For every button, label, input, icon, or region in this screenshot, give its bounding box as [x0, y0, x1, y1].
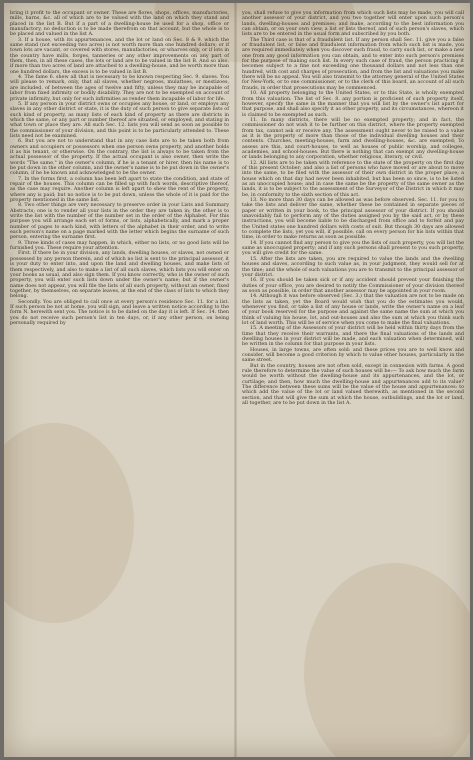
paragraph: The Third case is that of a fraudulent list. If any person shall Sec. 11. give you a false or fraudulent list, or false and fraudulent information from which such list is made, you are required immediately when you discover such fraud, to carry such list, or make a new one from any good information you can obtain, and to enter into such person's premises for the purpose of making such list. In every such case of fraud, the person practicing it becomes subject to a fine not exceeding one thousand dollars and not less than one hundred, with cost and charges of prosecution, and from the list and valuations you make there will be no appeal. You will also transmit to the attorney general of the United States for New-York, or to one commissioner, or to the clerk of this board, an account of all such frauds, in order that prosecutions may be commenced.	[242, 36, 464, 91]
left-column	[10, 11, 229, 326]
paragraph: 14. If you cannot find any person to give you the lists of such property, you will list the same as unoccupied property; and if any such persons shall present to you such property, you will give credit for the same.	[242, 239, 464, 257]
paragraph: But in the country, houses are not often sold, except in connexion with farms. A good rule therefore to determine the value of such houses will be:— To ask how much the farm would be worth without the dwelling-house and its appurtenances, and the lot, or curtilage; and then, how much the dwelling-house and appurtenances add to its value? The difference between these sums will be the value of the house and appurtenances: to which add the value of the lot or land valued therewith, as mentioned in the second section, and that will give the sum at which the house, outbuildings, and the lot or land, all together, are to be put down in the list A.	[242, 362, 464, 407]
paragraph: 15. After the lists are taken, you are required to value the lands and the dwelling houses and slaves, according to such value as, in your judgment, they would sell for at the time; and the whole of such valuations you are to transmit to the principal assessor of your district.	[242, 255, 464, 278]
paragraph: 9. Three kinds of cases may happen, in which, either no lists, or no good lists will be furnished you. These require your attention.	[10, 239, 229, 252]
paragraph: 11. In many districts, there will be no exempted property; and in fact, the commissioner do not wish it to be further on this district, where the property exempted from tax, cannot ask or receive any. The assessment ought never to be raised to a value as it is the property of more than those of the individual dwelling houses and their contents. Churches, meeting-houses, farm and dwelling-houses, &c. are exempted; To assess are this, and court-houses, to well as houses of public worship, and colleges, academies, and school-houses. But there is nothing that can exempt any dwelling-house or lands belonging to any corporation, whether religious, literary, or civil.	[242, 116, 464, 161]
paragraph: 3. If a house, with its appurtenances, and the lot or land on Sec. 8 & 9. which the same stand (not exceeding two acres) is not worth more than one hundred dollars; or if town lots are vacant, or covered with stores, manufactories, or wharves only, or if lots in the country have mills, forges, tanneries or any other improvements on any part of them, then, in all these cases, the lots or land are to be valued in the list B. And so also, if more than two acres of land are attached to a dwelling-house, and be worth more than one hundred dollars, the excess is to be valued in list B.	[10, 36, 229, 75]
paragraph: Houses, in large towns, are often sold: and these prices you are to well know and consider, will become a good criterion by which to value other houses, particularly in the same street.	[242, 346, 464, 364]
paragraph: you, shall refuse to give you information from which such lists may be made, you will call another assessor of your district, and you two together will enter upon such person's lands, dwelling-houses and premises; and make, according to the best information you can obtain, or on your own view, a list or lists thereof, and of such person's slaves, which lists are to be entered in the usual form and subscribed by you both.	[242, 10, 464, 38]
paragraph: 14. Although it was before observed (Sec. 3.) that the valuation are not to be made on the lists as taken, yet the Board would wish that you do the estimates you would, whenever you find, or take a list of any house or lands, write the owner's name on a leaf of your book reserved for the purpose and against the same name the sum at which you think of valuing his house, lot, and out-houses and also the sum at which you think such lot of land worth. This will be of service when you come to make the final valuations.	[242, 293, 464, 326]
paragraph: 5. If any person in your district owns or occupies any house, or land, or employs any slaves in any other district or state, it is the duty of such person to give separate lists of such kind of property, as many lists of each kind of property as there are districts in which the same, or any part or number thereof are situated, or employed, and stating in what town or place they are. All such Sec. 12. lists you will send as soon as possible to the commissioner of your division, and this point is to be particularly attended to. These lists need not be examined.	[10, 100, 229, 139]
paragraph: 13. No more than 30 days can be allowed as was before observed. Sec. 11. for you to take the lists and deliver the same, whether these be contained in separate pieces of paper or written in your book, to the principal assessor of your district. If you should unavoidably fail to perform any of the duties assigned you by the said act, or by these instructions, you will become liable to be discharged from office and to forfeit and pay the United states one hundred dollars with costs of suit. But though 30 days are allowed to complete the lists, yet you will, if possible, call on every person for his lists within that time, in order to make returns as soon as possible.	[242, 197, 464, 241]
paragraph: First. If there be in your division, any lands, dwelling houses, or slaves, not owned or possessed by any person therein, and of which no list is sent to the principal assessor, it is your duty to enter into, and upon the land and dwelling houses, and make lists of them respectively, and also to make a list of all such slaves, which lists you will enter on your books as usual, and also sign them. If you know correctly, who is the owner of such property, you will enter such lists down under the owner's name; but if the owner's name does not appear, you will file the lists of all such property, without an owner, fixed together, by themselves, on separate leaves, at the end of the class of lists to which they belong.	[10, 250, 229, 300]
paragraph: 10. All property belonging to the United States, or to this State, is wholly exempted from this valuation. The list of Sec. 8. any portion is proficient of such property itself, however, specify the same in the manner that you will list by the owner's list apart for that purpose, and shall also specify it as other property, and its circumstances, whereon it is claimed to be exempted as such.	[242, 90, 464, 118]
paragraph: 15. A meeting of the Assessors of your district will be held within thirty days from the time that they receive their warrants, and there the final valuations of the lands and dwelling houses in your district will be made, and each valuation when determined, will be written in the column for that purpose in your lists.	[242, 325, 464, 348]
page-fold	[234, 3, 237, 757]
paragraph: 8. Two other things are very necessary to preserve order in your Lists and Summary Abstracts; one is to render all your lists in the order they are taken in; the other is to write the list with the number of the number set in the order of the Alphabet. For this purpose you will arrange each set of forms, or lists, alphabetically, and mark a proper number of pages to each kind, with letters of the alphabet in their order, and to write each person's name on a page marked with the letter which begins the surname of such person, entering the surname first.	[10, 202, 229, 241]
paper-stain	[4, 423, 134, 623]
paragraph: bring it profit to the occupant or owner. These are flores, shops, offices, manufactories, mills, barns, &c. all of which are to be valued with the land on which they stand and placed in the list B. But if a part of a dwelling-house be used for a shop, office or manufactory, no deduction is to be made therefrom on that account, but the whole is to be placed and valued in the list A.	[10, 10, 229, 38]
paragraph: 16. If you should be taken sick or if any accident should prevent your finishing the duties of your office, you are desired to notify the Commissioner of your division thereof as soon as possible, in order that another assessor may be appointed in your room.	[242, 277, 464, 294]
paragraph: 12. All lists are to be taken with reference to the state of the property on the first day of this present October; and also a list of persons who have moved or are about to move into the same, to be filed with the assessor of their own district in the proper place; a house which on that day had never been inhabited, but has been so since, is to be listed as an unoccupied house; and in case the same be the property of the same owner as the lands, it is to be subject to the assessment of the Surveyor of the District in which it may be, in conformity to the sixth section of this act.	[242, 159, 464, 198]
paper-stain	[304, 563, 470, 757]
paragraph: 6. But you are not to understand that in any case lists are to be taken both from owners and occupiers or possessors when one person owns property, and another holds it as his tenant, or otherwise. On the contrary, the list is always to be taken from the actual possessor of the property. If the actual occupant is also owner, then write the words "The same," in the owner's column, if he is a tenant or hirer, then his name is to be put down in the other column, and the owner's name is to be put down in the owner's column, if he be known and acknowledged to be the owner.	[10, 138, 229, 177]
paragraph: 4. The fame 6. shew all that is necessary to be known respecting Sec. 9. slaves. You will please to remark, only, that all slaves, whether negroes, mulattoes, or mestizoes, are included, of between the ages of twelve and fifty, unless they may be incapable of labor from fixed infirmity or bodily disability. They are not to be exempted on account of private infirmity, but only for such infirmities as render them incapable of labor for life.	[10, 74, 229, 102]
document-page	[4, 3, 470, 757]
paragraph: Secondly. You are obliged to call once at every person's residence Sec. 11. for a list. If such person be not at home, you will sign, and leave a written notice according to the form N. herewith sent you. The notice is to be dated on the day it is left. If Sec. 14. then you do not receive such person's list in ten days, or, if any other person, on being personally required by	[10, 298, 229, 326]
right-column	[242, 11, 464, 406]
paragraph: 7. In the forms first, a column has been left apart to state the condition, and state of repair of the houses. This column can be filled up with fuch words, descriptive thereof, as the case may require. Another column is left apart to shew the rent of the property, where any is paid; but no notice is to be put down, unless the whole of it is paid for the property mentioned in the same list.	[10, 175, 229, 204]
